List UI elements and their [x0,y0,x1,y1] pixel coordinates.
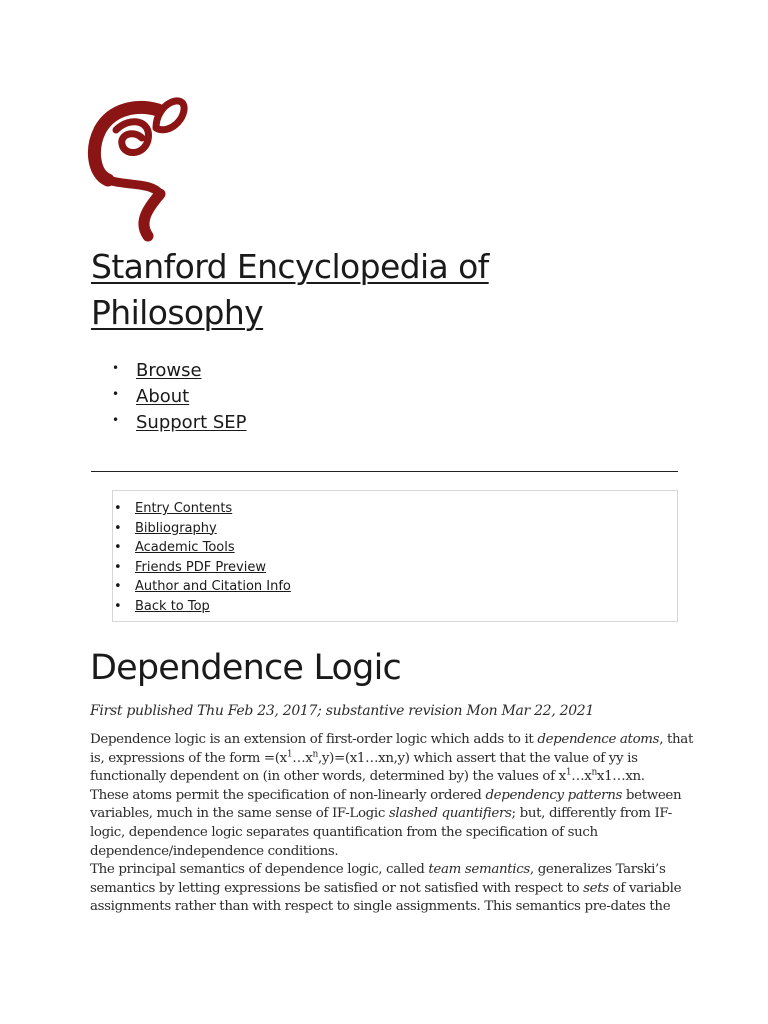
text-line: dependence/independence conditions. [90,843,339,859]
toc-link-back-to-top[interactable]: Back to Top [135,598,210,614]
nav-link-browse[interactable]: Browse [136,360,202,381]
text-run: of variable [608,880,682,896]
text-run: between [622,787,682,803]
site-title-line1: Stanford Encyclopedia of [91,247,489,286]
toc-item [114,499,291,519]
text-run: x1…xn. [596,769,645,785]
emphasis: dependence atoms [537,732,660,747]
toc-link-friends-pdf-preview[interactable]: Friends PDF Preview [135,559,266,575]
header-divider [91,471,678,472]
text-run: …x [571,769,592,785]
toc-link-author-citation-info[interactable]: Author and Citation Info [135,579,291,594]
preamble-paragraph-1 [90,731,693,861]
text-line [90,768,690,787]
text-run: , generalizes Tarski’s [529,862,666,878]
toc-link-entry-contents[interactable]: Entry Contents [135,501,233,516]
text-run: is, expressions of the form =(x [90,750,287,766]
text-run: variables, much in the same sense of IF-Logic [90,806,389,822]
text-run: functionally dependent on (in other words, determined by) the values of x [90,769,566,785]
site-title [91,244,611,336]
toc-item [114,519,291,539]
entry-title: Dependence Logic [90,648,401,688]
superscript: 1 [286,749,293,760]
toc-link-bibliography[interactable]: Bibliography [135,520,217,536]
nav-item-browse [112,358,247,384]
text-line [90,861,690,880]
text-run: These atoms permit the specification of non-linearly ordered [90,787,486,803]
nav-link-support-sep[interactable]: Support SEP [136,412,247,433]
main-nav [112,358,247,436]
bullet-icon: • [112,361,120,375]
text-line: assignments rather than with respect to single assignments. This semantics pre-dates the [90,899,671,915]
nav-item-support [112,410,247,436]
text-line [90,787,690,806]
toc-item [114,597,291,617]
site-title-line2: Philosophy [91,293,264,332]
entry-preamble [90,731,693,917]
publication-info: First published Thu Feb 23, 2017; substantive revision Mon Mar 22, 2021 [90,703,595,719]
text-run: …x [292,750,313,766]
emphasis: dependency patterns [485,787,623,803]
toc-link-academic-tools[interactable]: Academic Tools [135,540,235,555]
text-run: semantics by letting expressions be satisfied or not satisfied with respect to [90,880,584,896]
bullet-icon: • [112,387,120,401]
text-run: The principal semantics of dependence logic, called [90,862,429,878]
nav-link-about[interactable]: About [136,386,190,407]
text-run: ; but, differently from IF- [511,806,672,822]
toc-item [114,577,291,597]
bullet-icon: • [114,579,122,594]
emphasis: team semantics [428,862,530,878]
sep-logo[interactable] [86,90,190,242]
text-line [90,750,690,769]
bullet-icon: • [114,559,122,575]
site-title-link[interactable] [91,247,489,332]
text-line [90,805,690,824]
text-run: Dependence logic is an extension of first-order logic which adds to it [90,732,538,747]
toc-item [114,538,291,558]
entry-toc [114,499,291,616]
text-line [90,731,693,750]
text-line: logic, dependence logic separates quantification from the specification of such [90,824,598,840]
bullet-icon: • [114,598,122,614]
bullet-icon: • [112,413,120,427]
nav-item-about [112,384,247,410]
text-run: ,y)=(x1…xn,y) which assert that the value of yy is [317,750,638,766]
emphasis: slashed quantifiers [388,806,512,822]
superscript: 1 [565,767,572,778]
toc-item [114,558,291,578]
text-line [90,880,690,899]
bullet-icon: • [114,540,122,555]
preamble-paragraph-2 [90,861,690,917]
text-run: , that [659,732,693,747]
bullet-icon: • [114,520,122,536]
bullet-icon: • [114,501,122,516]
emphasis: sets [583,880,609,896]
superscript: n [312,749,318,760]
superscript: n [591,767,597,778]
